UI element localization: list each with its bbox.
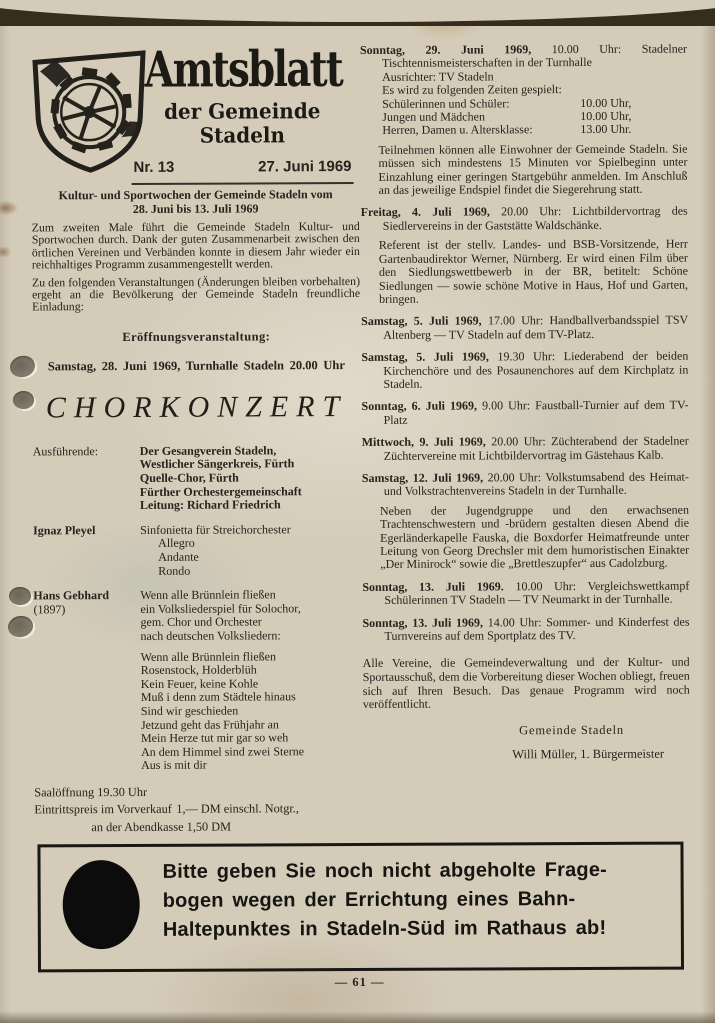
song-title: Muß i denn zum Städtele hinaus: [140, 689, 296, 705]
event-paragraph: Teilnehmen können alle Einwohner der Gemeinde Stadeln. Sie müssen sich mindestens 15 Minuten vor Spielbeginn unter Einzahlung einer geringen Startgebühr anmelden. Im Anschluß an das jeweilige Endspiel findet die Siegerehrung statt.: [378, 141, 688, 197]
hall-opening: Saalöffnung 19.30 Uhr: [34, 784, 148, 800]
event-detail-line: Ausrichter: TV Stadeln: [382, 69, 494, 84]
song-title: Jetzund geht das Frühjahr an: [140, 716, 279, 732]
black-dot-icon: [63, 860, 140, 949]
song-title: Sind wir geschieden: [140, 703, 239, 718]
event-item: [362, 615, 689, 643]
work-line: nach deutschen Volksliedern:: [140, 628, 281, 643]
work-line: Wenn alle Brünnlein fließen: [140, 587, 276, 603]
work-row: [33, 523, 361, 579]
notice-text: [163, 856, 669, 945]
masthead-text: [131, 40, 354, 185]
event-paragraph: Neben der Jugendgruppe und den erwachsenen Trachtenschwestern und -brüdern gestalten diesen Abend die Egerländerkapelle Fauska, die Boxdorfer Heimatfreunde unter Leitung von Georg Drechsler mit dem humoristischen Einakter „Der Minirock“ sowie die „Brettleszupfer“ aus Cadolzburg.: [379, 502, 690, 572]
notice-text-line: Haltepunktes in Stadeln-Süd im Rathaus ab!: [162, 916, 607, 941]
schedule-group: Schülerinnen und Schüler:: [382, 95, 510, 111]
event-item: [360, 43, 688, 198]
event-item: [361, 350, 688, 392]
event-date: Samstag, 5. Juli 1969,: [361, 313, 488, 329]
opening-event-heading: Eröffnungsveranstaltung:: [122, 329, 271, 344]
event-item: [361, 205, 688, 306]
song-title: Kein Feuer, keine Kohle: [140, 676, 259, 691]
work-line: Sinfonietta für Streichorchester: [140, 522, 291, 537]
concert-footer: [34, 783, 362, 837]
event-date: Sonntag, 13. Juli 1969,: [362, 615, 488, 630]
event-heading: Sonntag, 13. Juli 1969, 14.00 Uhr: Sommer- und Kinderfest des Turnvereins auf dem Sportplatz des TV.: [362, 614, 690, 643]
intro-paragraph: Zu den folgenden Veranstaltungen (Änderungen bleiben vorbehalten) ergeht an die Bevölkerung der Gemeinde Stadeln freundliche Einladung:: [31, 273, 361, 314]
composer-year: (1897): [33, 602, 66, 617]
event-heading: Samstag, 5. Juli 1969, 17.00 Uhr: Handballverbandsspiel TSV Altenberg — TV Stadeln auf dem TV-Platz.: [361, 312, 689, 342]
work-row: [33, 588, 362, 773]
price-row: [34, 800, 362, 819]
event-heading: Freitag, 4. Juli 1969, 20.00 Uhr: Lichtbildervortrag des Siedlervereins in der Gaststätte Waldschänke.: [360, 204, 688, 233]
article-heading: [32, 187, 360, 216]
event-detail-line: Es wird zu folgenden Zeiten gespielt:: [382, 82, 562, 98]
performers-row: [33, 444, 361, 513]
event-heading: Sonntag, 29. Juni 1969, 10.00 Uhr: Stadelner Tischtennismeisterschaften in der Turnhalle: [359, 41, 688, 71]
song-title: Aus is mit dir: [141, 757, 207, 773]
event-date: Freitag, 4. Juli 1969,: [360, 204, 502, 220]
composer-name: Hans Gebhard: [33, 588, 110, 603]
right-column: [360, 43, 690, 763]
event-heading: Mittwoch, 9. Juli 1969, 20.00 Uhr: Züchterabend der Stadelner Züchtervereine mit Lichtbildervortrag im Gästehaus Kalb.: [361, 433, 689, 463]
song-title: Wenn alle Brünnlein fließen: [140, 648, 276, 664]
event-date: Sonntag, 6. Juli 1969,: [361, 398, 483, 414]
price-evening: an der Abendkasse 1,50 DM: [91, 819, 232, 835]
works-list: [33, 523, 362, 774]
event-date: Sonntag, 13. Juli 1969.: [362, 579, 516, 594]
price-label: Eintrittspreis im Vorverkauf: [34, 802, 172, 817]
event-heading: Sonntag, 13. Juli 1969. 10.00 Uhr: Vergleichswettkampf Schülerinnen TV Stadeln — TV Neumarkt in der Turnhalle.: [362, 578, 690, 608]
gazette-title: Amtsblatt: [144, 40, 343, 99]
movement-line: Andante: [158, 549, 199, 564]
schedule-group: Jungen und Mädchen: [382, 109, 485, 124]
movement-line: Allegro: [158, 536, 195, 551]
schedule-row: [360, 96, 687, 111]
event-item: [361, 314, 688, 342]
performer-name: Der Gesangverein Stadeln,: [139, 443, 277, 458]
event-heading: Samstag, 5. Juli 1969, 19.30 Uhr: Liederabend der beiden Kirchenchöre und des Posaunenchores auf dem Kirchplatz in Stadeln.: [361, 348, 689, 391]
events-list: [360, 43, 690, 644]
work-details: [140, 588, 362, 773]
gazette-subtitle: der Gemeinde Stadeln: [164, 98, 321, 148]
song-title: Mein Herze tut mir gar so weh: [140, 730, 289, 746]
event-item: [362, 399, 689, 427]
notice-text-line: bogen wegen der Errichtung eines Bahn-: [162, 888, 576, 912]
concert-title: CHORKONZERT: [45, 389, 348, 425]
notice-box: [37, 842, 684, 973]
event-item: [362, 471, 689, 572]
issue-number: Nr. 13: [133, 158, 175, 176]
performer-name: Quelle-Chor, Fürth: [139, 470, 239, 485]
composer-label: [33, 524, 140, 579]
performers-label: Ausführende:: [32, 443, 99, 459]
schedule-group: Herren, Damen u. Altersklasse:: [382, 122, 533, 138]
event-item: [362, 435, 689, 463]
signature-name: Willi Müller, 1. Bürgermeister: [512, 746, 665, 762]
event-item: [362, 579, 689, 607]
event-date: Sonntag, 29. Juni 1969,: [359, 42, 552, 57]
schedule-time: 10.00 Uhr,: [580, 108, 632, 124]
event-paragraph: Referent ist der stellv. Landes- und BSB-Vorsitzende, Herr Gartenbaudirektor Werner, Nürnberg. Er wird einen Film über den Siedlungswettbewerb in der BR, betitelt: Schöne Siedlungen — sowie schöne Motive in Haus, Hof und Garten, bringen.: [378, 236, 689, 306]
intro-paragraph: Zum zweiten Male führt die Gemeinde Stadeln Kultur- und Sportwochen durch. Dank der guten Zusammenarbeit zwischen den örtlichen Vereinen und Verbänden konnte in diesem Jahr wieder ein reichhaltiges Programm zusammengestellt werden.: [31, 218, 360, 272]
song-title: Rosenstock, Holderblüh: [140, 662, 257, 678]
song-title: An dem Himmel sind zwei Sterne: [141, 743, 305, 759]
opening-event-datetime: Samstag, 28. Juni 1969, Turnhalle Stadeln 20.00 Uhr: [47, 357, 345, 374]
event-date: Samstag, 5. Juli 1969,: [361, 349, 498, 365]
work-line: gem. Chor und Orchester: [140, 614, 262, 630]
schedule-time: 13.00 Uhr.: [580, 122, 632, 137]
performers-list: [140, 444, 361, 513]
left-column: [32, 187, 363, 837]
work-details: [140, 523, 361, 578]
movement-line: Rondo: [158, 563, 191, 578]
event-heading: Samstag, 12. Juli 1969, 20.00 Uhr: Volkstumsabend des Heimat- und Volkstrachtenvereins Stadeln in der Turnhalle.: [361, 469, 689, 499]
signature-organization: Gemeinde Stadeln: [519, 722, 624, 738]
composer-name: Ignaz Pleyel: [33, 522, 96, 538]
performer-name: Fürther Orchestergemeinschaft: [139, 483, 302, 499]
work-line: ein Volksliederspiel für Solochor,: [140, 601, 301, 616]
article-heading-line: 28. Juni bis 13. Juli 1969: [132, 201, 259, 216]
article-heading-line: Kultur- und Sportwochen der Gemeinde Stadeln vom: [58, 187, 333, 203]
concert-program: [33, 444, 362, 773]
performer-name: Westlicher Sängerkreis, Fürth: [139, 456, 295, 472]
performer-name: Leitung: Richard Friedrich: [139, 497, 281, 513]
event-heading: Sonntag, 6. Juli 1969, 9.00 Uhr: Faustball-Turnier auf dem TV-Platz: [361, 397, 689, 427]
notice-text-line: Bitte geben Sie noch nicht abgeholte Frage-: [162, 858, 608, 883]
page-number: — 61 —: [334, 974, 385, 990]
composer-label: [33, 589, 141, 773]
event-date: Samstag, 12. Juli 1969,: [361, 470, 488, 485]
issue-row: [131, 158, 353, 185]
schedule-time: 10.00 Uhr,: [580, 95, 632, 110]
event-date: Mittwoch, 9. Juli 1969,: [361, 434, 492, 450]
issue-date: 27. Juni 1969: [258, 158, 352, 176]
closing-paragraph: Alle Vereine, die Gemeindeverwaltung und der Kultur- und Sportausschuß, dem die Vorbereitung dieser Wochen obliegt, freuen sich auf Ihren Besuch. Das genaue Programm wird noch veröffentlicht.: [362, 654, 690, 712]
schedule-row: [360, 123, 687, 138]
price-presale: 1,— DM einschl. Notgr.,: [176, 801, 299, 817]
